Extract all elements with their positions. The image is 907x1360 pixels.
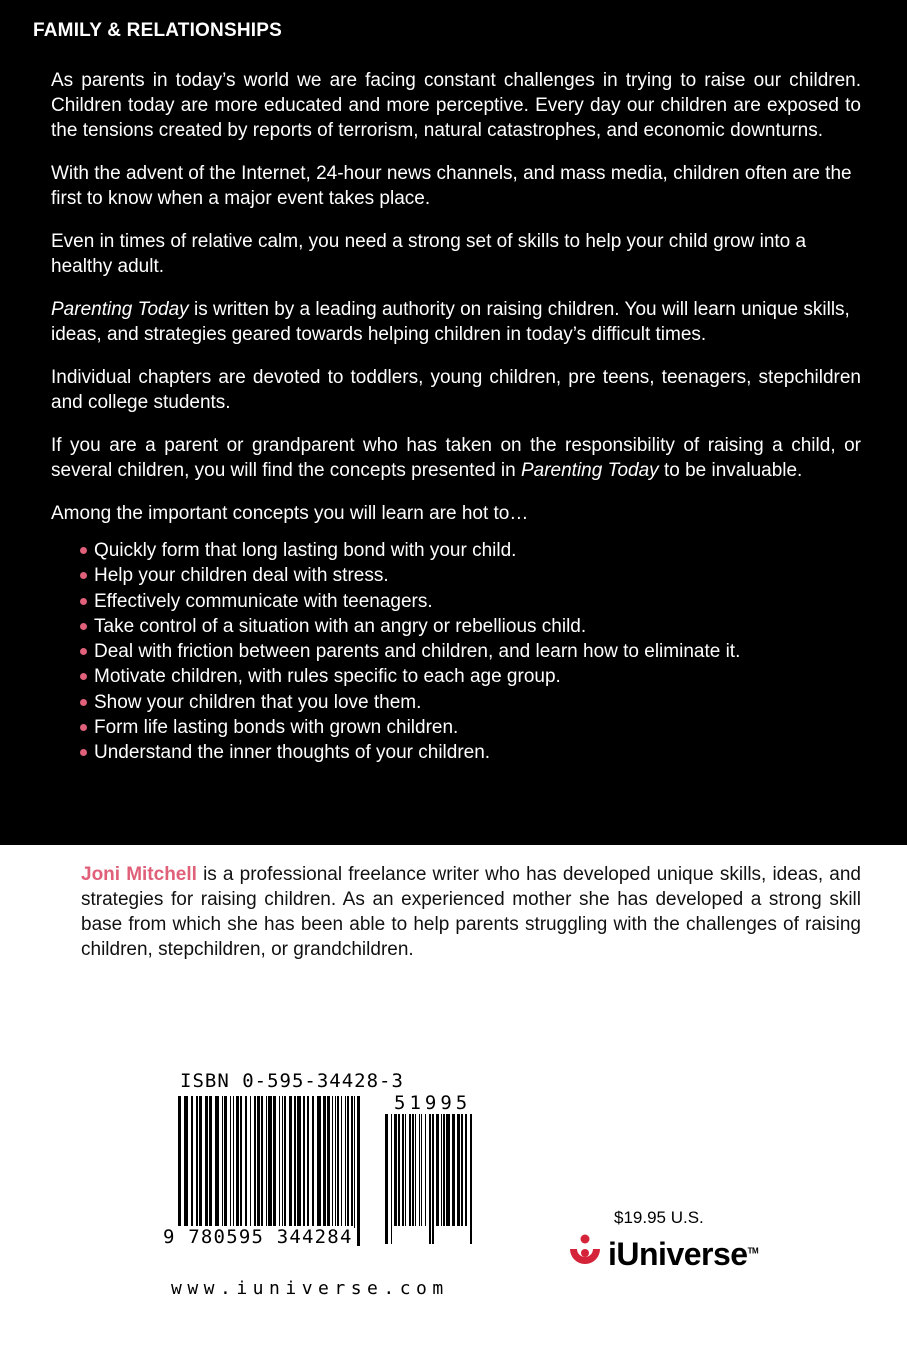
blurb-text-span: If you are a parent or grandparent who has taken on the responsibility of raising a child, or several children, you will find the concepts presented in [51,435,861,481]
author-name: Joni Mitchell [81,864,197,885]
blurb-paragraph [51,433,861,483]
barcode-bar [452,1114,455,1226]
price-label: $19.95 U.S. [614,1208,704,1227]
barcode-bar [191,1096,193,1228]
bullet-icon [80,572,87,579]
ean-digits: 9 780595 344284 [163,1226,353,1248]
barcode-bar [273,1096,276,1228]
blurb-paragraph: Individual chapters are devoted to toddlers, young children, pre teens, teenagers, stepchildren and college students. [51,367,861,413]
barcode-bar [215,1096,219,1228]
isbn-label: ISBN 0-595-34428-3 [180,1070,404,1092]
book-title: Parenting Today [520,460,659,481]
barcode-bar [250,1096,251,1228]
bullet-icon [80,623,87,630]
barcode-bar [268,1096,272,1246]
barcode-bar [312,1096,314,1228]
barcode-bar [240,1096,242,1228]
barcode-bar [289,1096,292,1228]
price-code-label: 51995 [394,1092,472,1114]
barcode-bar [357,1096,360,1246]
barcode-bar [245,1096,247,1228]
barcode-bar [266,1096,267,1228]
barcode-bar [184,1096,188,1246]
blurb-text-span: to be invaluable. [658,460,803,481]
barcode-bar [398,1114,400,1226]
barcode-bar [415,1114,416,1226]
bullet-icon [80,547,87,554]
bullet-icon [80,648,87,655]
barcode-bar [261,1096,263,1228]
author-bio [81,862,861,962]
barcode-bar [327,1096,330,1228]
concepts-list [80,538,861,766]
barcode-bar [461,1114,463,1226]
barcode-bar [230,1096,231,1228]
barcode-bar [282,1096,283,1228]
barcode-bar [441,1114,442,1226]
list-item [80,614,861,639]
isbn-barcode [178,1096,364,1246]
list-item [80,563,861,588]
blurb-paragraph: With the advent of the Internet, 24-hour news channels, and mass media, children often are the first to know when a major event takes place. [51,163,852,209]
publisher-name [608,1236,758,1273]
iuniverse-logo-icon [566,1233,604,1275]
barcode-bar [351,1096,353,1228]
barcode-bar [307,1096,309,1228]
barcode-bar [279,1096,280,1228]
barcode-bar [257,1096,260,1228]
list-item [80,690,861,715]
list-item-text: Quickly form that long lasting bond with your child. [94,540,517,561]
trademark-mark: TM [747,1245,759,1255]
barcode-bar [196,1096,198,1228]
bullet-icon [80,598,87,605]
list-item-text: Help your children deal with stress. [94,565,389,587]
barcode-bar [385,1114,388,1244]
list-item [80,538,861,563]
barcode-bar [297,1096,301,1228]
blurb-text [51,68,861,766]
author-bio-text: is a professional freelance writer who has developed unique skills, ideas, and strategies for raising children. As an experienced mother she has developed a strong skill base from which she has been able to help parents struggling with the challenges of raising children, stepchildren, or grandchildren. [81,864,862,960]
list-item [80,715,861,740]
bullet-icon [80,699,87,706]
blurb-text-span: is written by a leading authority on raising children. You will learn unique skills, ideas, and strategies geared towards helping children in today’s difficult times. [51,299,850,345]
price-barcode [385,1114,477,1244]
barcode-bar [178,1096,181,1246]
bullet-icon [80,724,87,731]
blurb-paragraph: Among the important concepts you will learn are hot to… [51,503,529,524]
bullet-icon [80,749,87,756]
barcode-bar [345,1096,346,1228]
list-item-text: Motivate children, with rules specific to each age group. [94,666,561,688]
barcode-bar [233,1096,234,1228]
barcode-bar [443,1114,445,1226]
barcode-bar [402,1114,404,1226]
blurb-paragraph: Even in times of relative calm, you need a strong set of skills to help your child grow into a healthy adult. [51,231,807,277]
barcode-bar [294,1096,296,1228]
list-item [80,664,861,689]
barcode-bar [303,1096,305,1228]
barcode-bar [465,1114,467,1226]
publisher-logo [566,1233,758,1275]
blurb-paragraph [51,297,861,347]
barcode-bar [405,1114,406,1226]
barcode-bar [412,1114,414,1226]
bullet-icon [80,673,87,680]
barcode-bar [425,1114,426,1226]
book-title: Parenting Today [51,299,189,320]
barcode-bar [199,1096,202,1228]
barcode-bar [394,1114,397,1226]
barcode-bar [236,1096,239,1228]
list-item [80,639,861,664]
barcode-bar [205,1096,208,1228]
barcode-bar [409,1114,411,1226]
barcode-bar [429,1114,431,1244]
barcode-bar [254,1096,256,1228]
list-item-text: Take control of a situation with an angry or rebellious child. [94,615,587,637]
list-item-text: Deal with friction between parents and children, and learn how to eliminate it. [94,641,741,663]
barcode-bar [209,1096,212,1228]
barcode-bar [446,1114,450,1226]
list-item [80,740,861,765]
barcode-bar [332,1096,333,1228]
barcode-bar [341,1096,342,1228]
barcode-bar [317,1096,321,1228]
barcode-bar [323,1096,326,1228]
list-item-text: Understand the inner thoughts of your children. [94,742,491,764]
barcode-bar [284,1096,286,1228]
blurb-paragraph: As parents in today’s world we are facing constant challenges in trying to raise our children. Children today are more educated and more perceptive. Every day our children are exposed to the tensions created by reports of terrorism, natural catastrophes, and economic downturns. [51,70,861,141]
list-item [80,589,861,614]
barcode-bar [224,1096,227,1228]
barcode-bar [457,1114,460,1226]
barcode-bar [419,1114,420,1226]
barcode-bar [470,1114,472,1244]
barcode-bar [354,1096,355,1228]
publisher-name-text: iUniverse [608,1235,748,1272]
list-item-text: Form life lasting bonds with grown children. [94,717,459,739]
barcode-bar [391,1114,392,1244]
barcode-bar [337,1096,339,1228]
website-url: www.iuniverse.com [171,1278,449,1299]
list-item-text: Show your children that you love them. [94,691,422,713]
barcode-bar [436,1114,439,1226]
category-label: FAMILY & RELATIONSHIPS [33,20,282,41]
barcode-bar [335,1096,336,1228]
barcode-bar [432,1114,434,1244]
list-item-text: Effectively communicate with teenagers. [94,590,433,612]
barcode-bar [347,1096,349,1228]
barcode-bar [222,1096,223,1228]
barcode-bar [421,1114,422,1226]
